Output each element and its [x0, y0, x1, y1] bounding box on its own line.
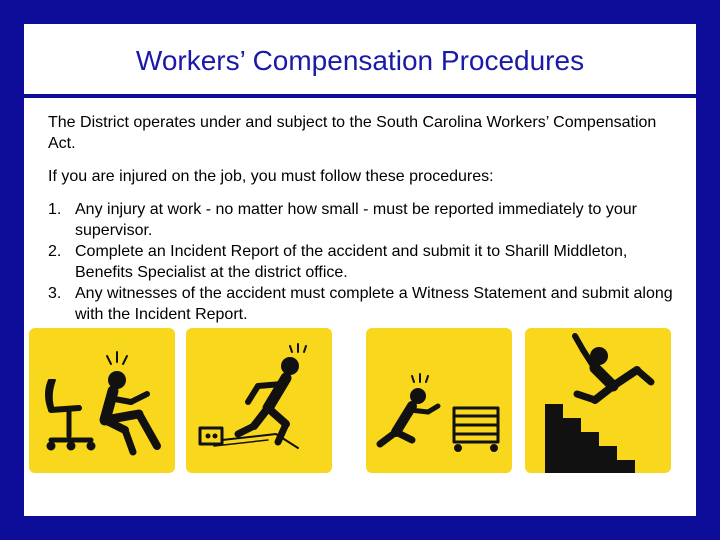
procedure-step	[48, 283, 676, 325]
step-number: 2.	[48, 243, 62, 260]
stairs-fall-icon	[525, 328, 671, 473]
intro-paragraph: The District operates under and subject to the South Carolina Workers’ Compensation Act.	[48, 114, 657, 152]
cart-collision-icon	[366, 328, 512, 473]
body-text	[48, 112, 676, 325]
step-number: 1.	[48, 201, 62, 218]
procedure-list	[48, 199, 676, 325]
step-text: Any injury at work - no matter how small - must be reported immediately to your supervisor.	[75, 201, 637, 239]
page-title: Workers’ Compensation Procedures	[135, 45, 585, 76]
step-number: 3.	[48, 285, 62, 302]
title-bar	[24, 24, 696, 94]
procedure-step	[48, 199, 676, 241]
lead-paragraph: If you are injured on the job, you must follow these procedures:	[48, 168, 494, 185]
pictogram-row	[29, 328, 671, 475]
cord-trip-icon	[186, 328, 332, 473]
procedure-step	[48, 241, 676, 283]
step-text: Complete an Incident Report of the accident and submit it to Sharill Middleton, Benefits Specialist at the district office.	[75, 243, 628, 281]
step-text: Any witnesses of the accident must complete a Witness Statement and submit along with the Incident Report.	[75, 285, 673, 323]
chair-fall-icon	[29, 328, 175, 473]
title-divider	[24, 94, 696, 98]
